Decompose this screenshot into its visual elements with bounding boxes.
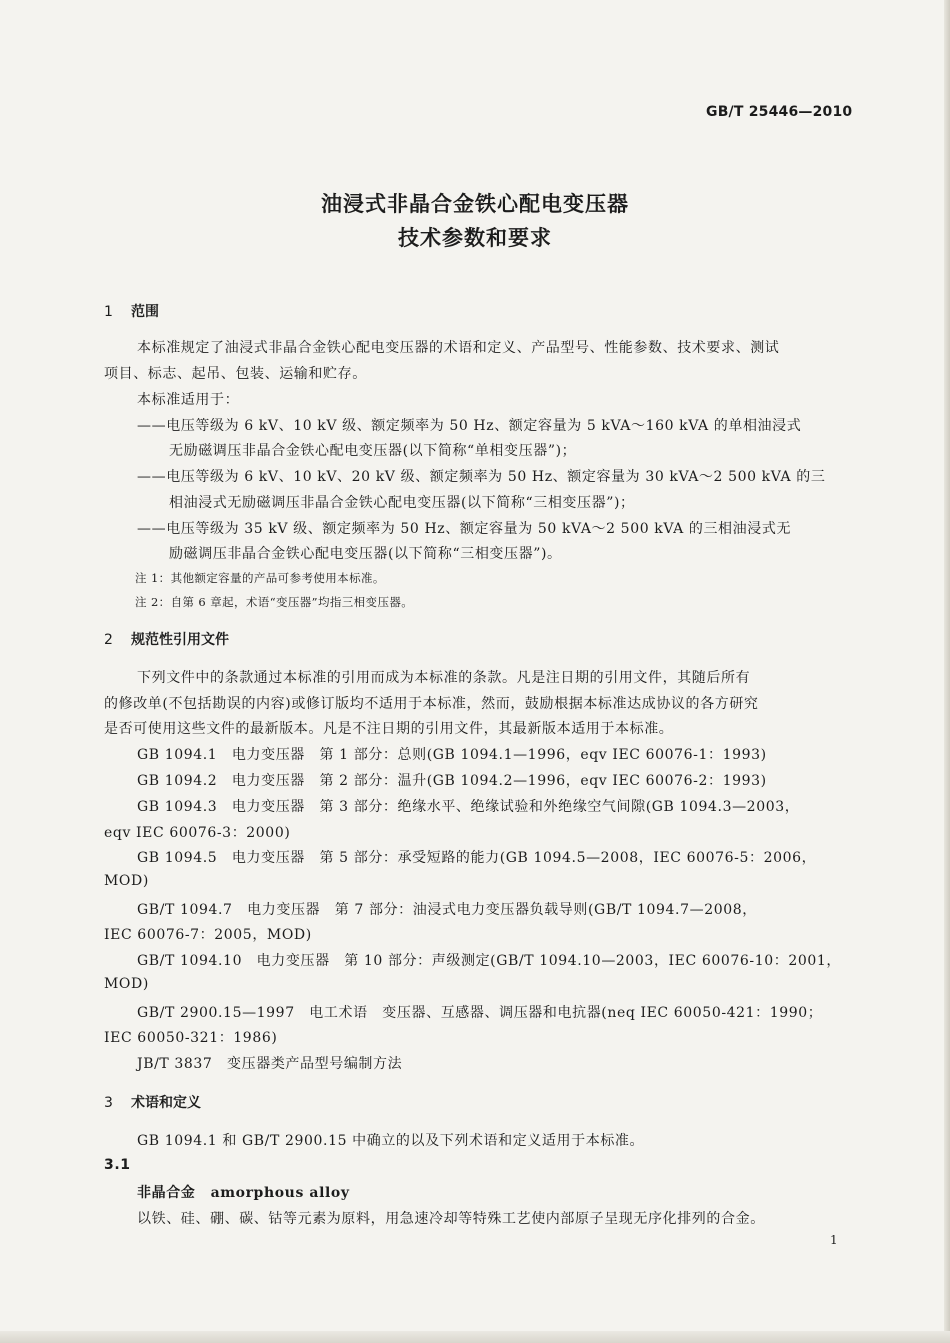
reference-item-continuation: IEC 60050-321：1986) [104,1030,278,1046]
note: 注 1：其他额定容量的产品可参考使用本标准。 [135,571,385,585]
list-item: ——电压等级为 35 kV 级、额定频率为 50 Hz、额定容量为 50 kVA～2 500 kVA 的三相油浸式无 [137,521,792,537]
list-item-continuation: 励磁调压非晶合金铁心配电变压器(以下简称“三相变压器”)。 [169,546,562,562]
list-item-continuation: 相油浸式无励磁调压非晶合金铁心配电变压器(以下简称“三相变压器”)； [169,495,635,511]
paragraph-line: 项目、标志、起吊、包装、运输和贮存。 [104,366,367,382]
note: 注 2：自第 6 章起，术语“变压器”均指三相变压器。 [135,595,414,609]
reference-item: GB/T 1094.10 电力变压器 第 10 部分：声级测定(GB/T 1094.10—2003，IEC 60076-10：2001， [137,953,841,969]
paragraph-line: 本标准规定了油浸式非晶合金铁心配电变压器的术语和定义、产品型号、性能参数、技术要求、测试 [137,340,780,356]
term-entry [137,1182,350,1202]
paragraph-line: 本标准适用于： [137,392,240,408]
document-title-line1: 油浸式非晶合金铁心配电变压器 [321,192,629,216]
term-definition: 以铁、硅、硼、碳、钴等元素为原料，用急速冷却等特殊工艺使内部原子呈现无序化排列的合金。 [137,1211,765,1227]
section-title: 范围 [131,304,159,320]
reference-item: GB/T 2900.15—1997 电工术语 变压器、互感器、调压器和电抗器(neq IEC 60050-421：1990； [137,1005,823,1021]
section-1-heading [104,301,159,321]
reference-item-continuation: IEC 60076-7：2005，MOD) [104,927,312,943]
section-number: 1 [104,304,113,320]
standard-code: GB/T 25446—2010 [706,104,853,120]
document-title-line2: 技术参数和要求 [398,226,552,250]
reference-item-continuation: eqv IEC 60076-3：2000) [104,825,291,841]
clause-number: 3.1 [104,1157,131,1173]
reference-item: GB 1094.3 电力变压器 第 3 部分：绝缘水平、绝缘试验和外绝缘空气间隙(GB 1094.3—2003， [137,799,800,815]
section-3-heading [104,1092,201,1112]
reference-item: JB/T 3837 变压器类产品型号编制方法 [137,1056,403,1072]
term-english: amorphous alloy [210,1185,350,1201]
paragraph-line: GB 1094.1 和 GB/T 2900.15 中确立的以及下列术语和定义适用于本标准。 [137,1133,645,1149]
paragraph-line: 的修改单(不包括勘误的内容)或修订版均不适用于本标准，然而，鼓励根据本标准达成协议的各方研究 [104,696,759,712]
section-number: 3 [104,1095,113,1111]
section-2-heading [104,629,229,649]
reference-item-continuation: MOD) [104,873,149,889]
page-number: 1 [830,1233,838,1247]
reference-item-continuation: MOD) [104,976,149,992]
section-title: 术语和定义 [131,1095,201,1111]
reference-item: GB 1094.1 电力变压器 第 1 部分：总则(GB 1094.1—1996，eqv IEC 60076-1：1993) [137,747,767,763]
reference-item: GB 1094.2 电力变压器 第 2 部分：温升(GB 1094.2—1996，eqv IEC 60076-2：1993) [137,773,767,789]
paragraph-line: 是否可使用这些文件的最新版本。凡是不注日期的引用文件，其最新版本适用于本标准。 [104,721,674,737]
list-item: ——电压等级为 6 kV、10 kV、20 kV 级、额定频率为 50 Hz、额定容量为 30 kVA～2 500 kVA 的三 [137,469,826,485]
reference-item: GB/T 1094.7 电力变压器 第 7 部分：油浸式电力变压器负载导则(GB/T 1094.7—2008， [137,902,757,918]
paragraph-line: 下列文件中的条款通过本标准的引用而成为本标准的条款。凡是注日期的引用文件，其随后所有 [137,670,751,686]
section-number: 2 [104,632,113,648]
reference-item: GB 1094.5 电力变压器 第 5 部分：承受短路的能力(GB 1094.5—2008，IEC 60076-5：2006， [137,850,817,866]
list-item: ——电压等级为 6 kV、10 kV 级、额定频率为 50 Hz、额定容量为 5 kVA～160 kVA 的单相油浸式 [137,418,802,434]
page-bottom-edge [0,1331,950,1343]
term-chinese: 非晶合金 [137,1185,196,1201]
list-item-continuation: 无励磁调压非晶合金铁心配电变压器(以下简称“单相变压器”)； [169,443,577,459]
section-title: 规范性引用文件 [131,632,229,648]
